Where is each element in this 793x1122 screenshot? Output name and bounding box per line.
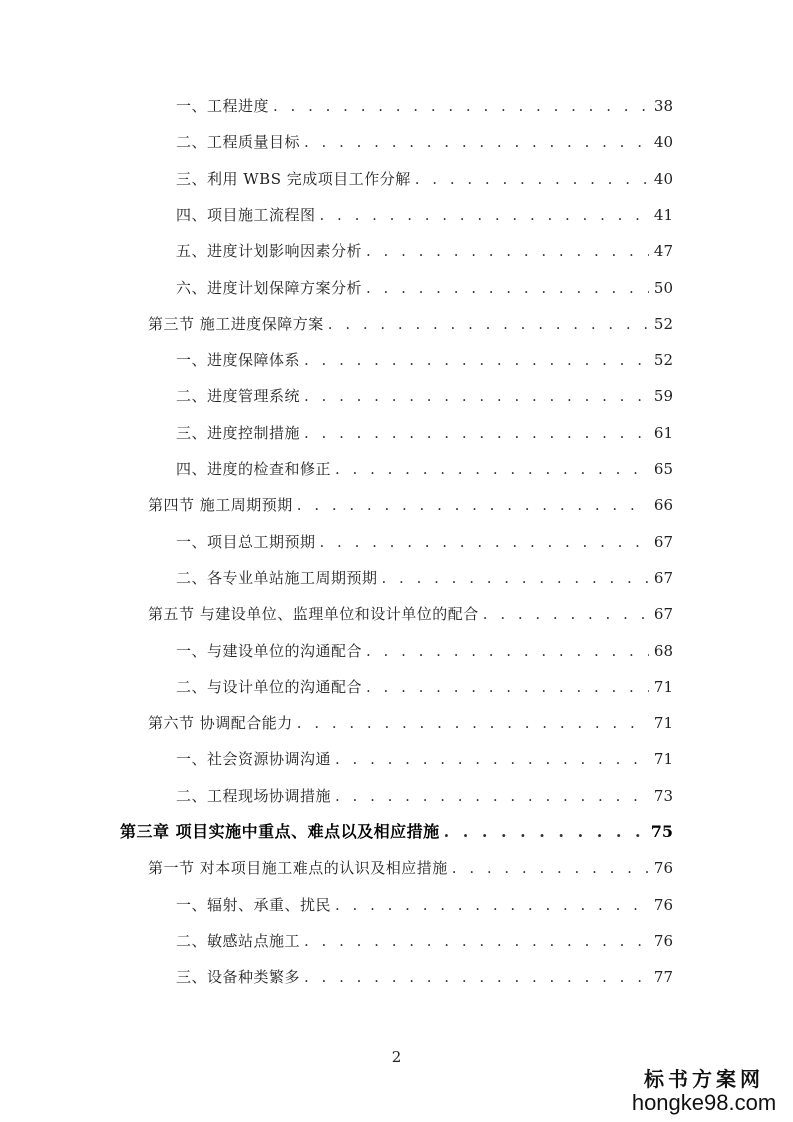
- toc-entry: [176, 633, 673, 669]
- toc-dot-leader: [366, 233, 649, 269]
- toc-dot-leader: [483, 596, 649, 632]
- toc-entry: [148, 705, 673, 741]
- toc-dot-leader: [328, 306, 649, 342]
- toc-dot-leader: [273, 88, 649, 124]
- toc-dot-leader: [444, 814, 647, 850]
- toc-entry-title: 第三章 项目实施中重点、难点以及相应措施: [120, 822, 440, 841]
- toc-dot-leader: [304, 124, 649, 160]
- toc-entry-page: 68: [653, 641, 673, 660]
- toc-entry-title: 三、利用 WBS 完成项目工作分解: [176, 169, 411, 188]
- watermark-url: hongke98.com: [631, 1090, 777, 1115]
- toc-dot-leader: [452, 850, 649, 886]
- toc-dot-leader: [304, 342, 649, 378]
- toc-dot-leader: [320, 524, 649, 560]
- toc-entry-page: 40: [653, 169, 673, 188]
- toc-entry-title: 一、进度保障体系: [176, 351, 301, 370]
- toc-dot-leader: [304, 959, 649, 995]
- toc-entry: [176, 124, 673, 160]
- toc-dot-leader: [335, 451, 649, 487]
- toc-entry-title: 一、社会资源协调沟通: [176, 750, 332, 769]
- toc-entry: [176, 778, 673, 814]
- toc-entry-page: 67: [653, 532, 673, 551]
- toc-dot-leader: [382, 560, 649, 596]
- toc-dot-leader: [335, 741, 649, 777]
- toc-entry-title: 第五节 与建设单位、监理单位和设计单位的配合: [148, 605, 479, 624]
- toc-dot-leader: [366, 633, 649, 669]
- toc-entry: [176, 887, 673, 923]
- toc-entry: [176, 415, 673, 451]
- toc-entry: [120, 814, 673, 850]
- toc-entry: [176, 197, 673, 233]
- toc-entry-title: 第三节 施工进度保障方案: [148, 314, 324, 333]
- watermark-logo: [629, 1063, 779, 1114]
- toc-dot-leader: [366, 270, 649, 306]
- toc-entry-page: 77: [653, 968, 673, 987]
- toc-entry-page: 59: [653, 387, 673, 406]
- toc-dot-leader: [415, 161, 649, 197]
- toc-entry-page: 50: [653, 278, 673, 297]
- toc-entry-page: 67: [653, 568, 673, 587]
- toc-entry-page: 65: [653, 460, 673, 478]
- toc-entry-page: 52: [653, 351, 673, 370]
- toc-dot-leader: [304, 923, 649, 959]
- toc-entry-title: 二、工程质量目标: [176, 133, 301, 152]
- toc-entry-page: 67: [653, 605, 673, 624]
- toc-entry-page: 61: [653, 423, 673, 442]
- toc-dot-leader: [304, 378, 649, 414]
- toc-entry: [176, 378, 673, 414]
- toc-entry-title: 六、进度计划保障方案分析: [176, 278, 363, 297]
- toc-entry: [176, 233, 673, 269]
- toc-entry: [176, 161, 673, 197]
- toc-entry: [176, 451, 673, 487]
- toc-entry-page: 38: [653, 97, 673, 115]
- toc-entry-title: 一、与建设单位的沟通配合: [176, 641, 363, 660]
- toc-entry: [176, 741, 673, 777]
- toc-dot-leader: [304, 415, 649, 451]
- toc-entry-page: 52: [653, 314, 673, 333]
- toc-entry-page: 71: [653, 677, 673, 696]
- toc-dot-leader: [320, 197, 649, 233]
- toc-entry-title: 二、与设计单位的沟通配合: [176, 677, 363, 696]
- toc-entry: [148, 487, 673, 523]
- toc-entry-title: 二、进度管理系统: [176, 387, 301, 406]
- toc-entry-title: 四、项目施工流程图: [176, 205, 316, 224]
- toc-entry: [148, 596, 673, 632]
- toc-entry-page: 66: [653, 496, 673, 515]
- toc-entry: [176, 959, 673, 995]
- toc-dot-leader: [366, 669, 649, 705]
- toc-entry-title: 一、工程进度: [176, 97, 270, 115]
- toc-entry-page: 47: [653, 242, 673, 261]
- toc-entry-title: 二、敏感站点施工: [176, 931, 301, 950]
- toc-entry-title: 一、项目总工期预期: [176, 532, 316, 551]
- toc-entry: [176, 560, 673, 596]
- toc-dot-leader: [335, 778, 649, 814]
- toc-entry-page: 73: [653, 786, 673, 805]
- toc-entry-page: 76: [653, 895, 673, 914]
- toc-entry-page: 71: [653, 750, 673, 769]
- toc-entry-title: 第一节 对本项目施工难点的认识及相应措施: [148, 859, 448, 878]
- toc-entry-page: 75: [650, 822, 673, 841]
- toc-entry-title: 二、各专业单站施工周期预期: [176, 568, 378, 587]
- toc-entry-title: 第六节 协调配合能力: [148, 714, 293, 733]
- toc-entry-title: 五、进度计划影响因素分析: [176, 242, 363, 261]
- toc-dot-leader: [335, 887, 649, 923]
- toc-entry: [148, 306, 673, 342]
- toc-entry-page: 71: [653, 714, 673, 733]
- toc-entry-title: 三、设备种类繁多: [176, 968, 301, 987]
- toc-entry: [176, 88, 673, 124]
- toc-entry: [176, 923, 673, 959]
- toc-entry: [176, 342, 673, 378]
- watermark-site-name: 标书方案网: [644, 1067, 764, 1091]
- toc-dot-leader: [297, 705, 649, 741]
- toc-entry-page: 76: [653, 859, 673, 878]
- toc-entry-title: 三、进度控制措施: [176, 423, 301, 442]
- toc-entry-page: 41: [653, 205, 673, 224]
- toc-entry: [176, 270, 673, 306]
- toc-dot-leader: [297, 487, 649, 523]
- toc-entry-page: 76: [653, 931, 673, 950]
- toc-entry-title: 二、工程现场协调措施: [176, 786, 332, 805]
- toc-entry-title: 四、进度的检查和修正: [176, 460, 332, 478]
- page-number: 2: [391, 1048, 402, 1066]
- toc-entry: [148, 850, 673, 886]
- toc-entry: [176, 524, 673, 560]
- toc-entry-title: 第四节 施工周期预期: [148, 496, 293, 515]
- toc-entry: [176, 669, 673, 705]
- toc-entry-page: 40: [653, 133, 673, 152]
- toc-entry-title: 一、辐射、承重、扰民: [176, 895, 332, 914]
